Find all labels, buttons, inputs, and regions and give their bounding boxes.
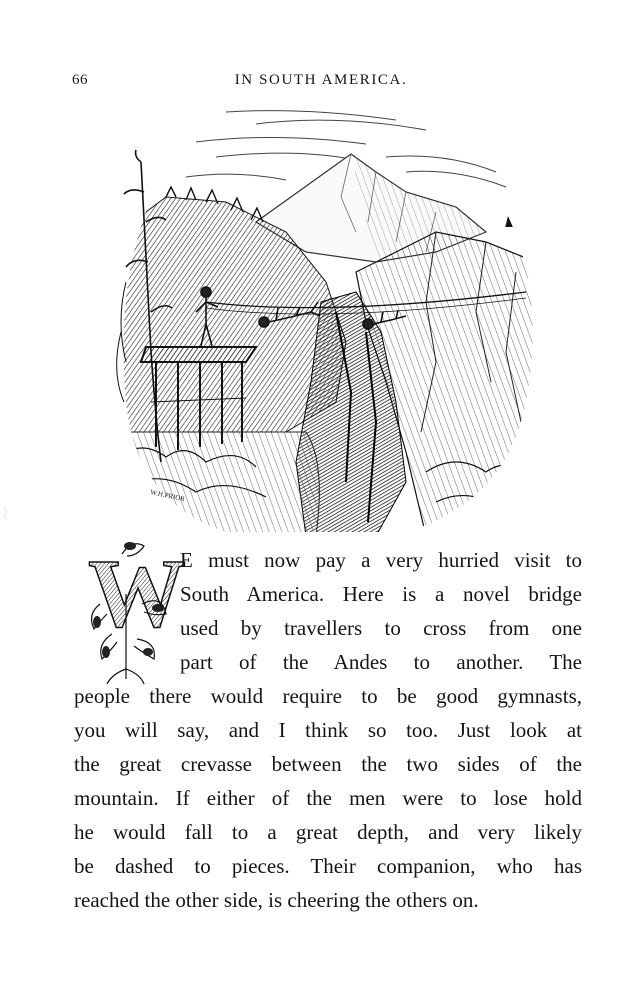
text-line: South America. Here is a novel bridge <box>180 582 582 606</box>
foreground-foliage <box>106 432 319 536</box>
text-line: people there would require to be good gymnasts, <box>74 684 582 708</box>
indented-text-block <box>180 543 582 679</box>
text-line: reached the other side, is cheering the others on. <box>74 888 479 912</box>
page-number: 66 <box>72 72 88 88</box>
text-line: be dashed to pieces. Their companion, who has <box>74 854 582 878</box>
full-text-block <box>74 679 582 917</box>
text-line: you will say, and I think so too. Just look at <box>74 718 582 742</box>
drop-cap-letter: W <box>88 540 186 648</box>
paper-speck <box>2 505 10 521</box>
text-line: the great crevasse between the two sides of the <box>74 752 582 776</box>
text-line: E must now pay a very hurried visit to <box>180 548 582 572</box>
engraver-signature: W.H.PRIOR <box>149 488 186 504</box>
text-line: part of the Andes to another. The <box>180 650 582 674</box>
text-line: he would fall to a great depth, and very likely <box>74 820 582 844</box>
text-line: mountain. If either of the men were to lose hold <box>74 786 582 810</box>
engraving-illustration <box>106 102 538 536</box>
text-line: used by travellers to cross from one <box>180 616 582 640</box>
running-head: IN SOUTH AMERICA. <box>234 72 408 88</box>
drop-cap-ornament <box>82 534 186 684</box>
